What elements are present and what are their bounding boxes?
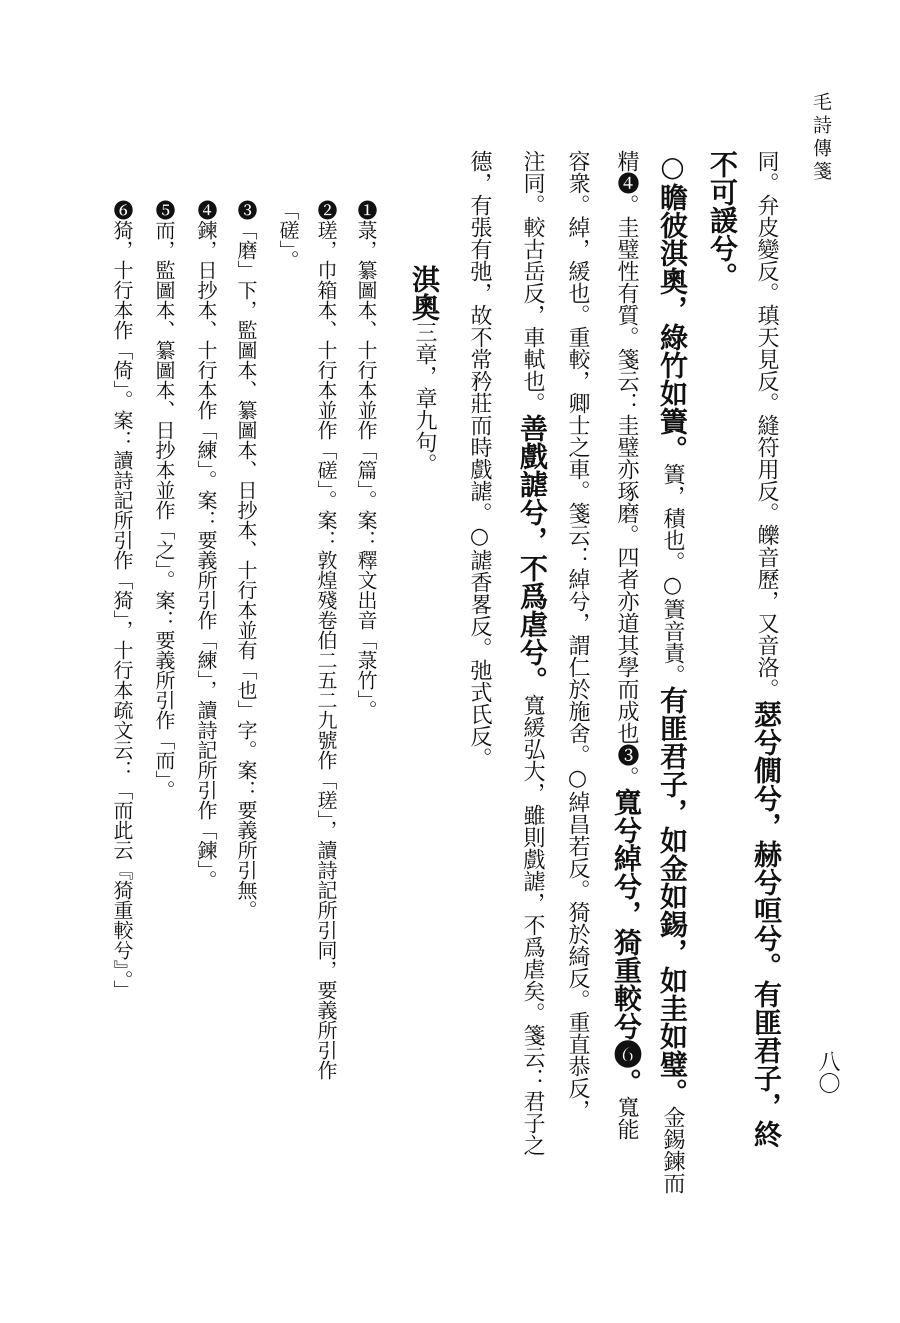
commentary-segment: 同。弁皮變反。瑱天見反。縫符用反。皪音歷，又音洛。 <box>754 150 779 700</box>
collation-note-5: ❺而，監圖本、纂圖本、日抄本並作「之」。案：要義所引作「而」。 <box>152 200 176 800</box>
commentary-segment: 金錫鍊而 <box>660 1106 685 1194</box>
classic-text-segment: 有匪君子，如金如錫，如圭如璧。 <box>656 686 689 1106</box>
collation-note-4: ❹鍊，日抄本、十行本作「練」。案：要義所引作「練」，讀詩記所引作「鍊」。 <box>194 200 218 890</box>
page-number: 八〇 <box>815 1050 840 1094</box>
chapter-title: 淇奧 <box>408 265 441 321</box>
commentary-segment: 精❹。圭璧性有質。箋云：圭璧亦琢磨。四者亦道其學而成也❸。 <box>614 150 639 788</box>
text-column-1 <box>750 150 783 1148</box>
collation-note-2: ❷瑳，巾箱本、十行本並作「磋」。案：敦煌殘卷伯二五二九號作「瑳」，讀詩記所引同，要義所引作 <box>314 200 338 1080</box>
commentary-segment: 簀，積也。○簀音責。 <box>660 463 685 686</box>
classic-text-segment: ○瞻彼淇奧，綠竹如簀。 <box>656 150 689 463</box>
commentary-segment: 寬緩弘大，雖則戲謔，不爲虐矣。箋云：君子之 <box>520 694 545 1156</box>
text-column-4 <box>610 150 643 1140</box>
commentary-segment: 寬能 <box>614 1096 639 1140</box>
book-title: 毛詩傳箋 <box>810 92 832 184</box>
commentary-segment: 容衆。綽，緩也。重較，卿士之車。箋云：綽兮，謂仁於施舍。○綽昌若反。猗於綺反。重直恭反， <box>565 150 590 1121</box>
chapter-count: 三章，章九句。 <box>412 321 437 475</box>
collation-note-6: ❻猗，十行本作「倚」。案：讀詩記所引作「猗」，十行本疏文云：「而此云『猗重較兮』。」 <box>110 200 134 1000</box>
collation-note-2-continued: 「磋」。 <box>276 200 300 270</box>
collation-note-3: ❸「磨」下，監圖本、纂圖本、日抄本、十行本並有「也」字。案：要義所引無。 <box>234 200 258 920</box>
chapter-summary <box>408 265 441 475</box>
text-column-7 <box>468 150 490 769</box>
classic-text-segment: 不可諼兮。 <box>706 150 739 290</box>
text-column-3 <box>656 150 689 1194</box>
commentary-segment: 注同。較古岳反，車軾也。 <box>520 150 545 414</box>
text-column-2 <box>706 150 739 290</box>
text-column-6 <box>516 150 549 1156</box>
text-column-5 <box>566 150 588 1121</box>
classic-text-segment: 善戲謔兮，不爲虐兮。 <box>516 414 549 694</box>
collation-note-1: ❶菉，纂圖本、十行本並作「篇」。案：釋文出音「菉竹」。 <box>354 200 378 720</box>
commentary-segment: 德，有張有弛，故不常矜莊而時戲謔。○謔香畧反。弛式氏反。 <box>467 150 492 769</box>
classic-text-segment: 寬兮綽兮，猗重較兮❻。 <box>610 788 643 1096</box>
classic-text-segment: 瑟兮僩兮，赫兮咺兮。有匪君子，終 <box>750 700 783 1148</box>
